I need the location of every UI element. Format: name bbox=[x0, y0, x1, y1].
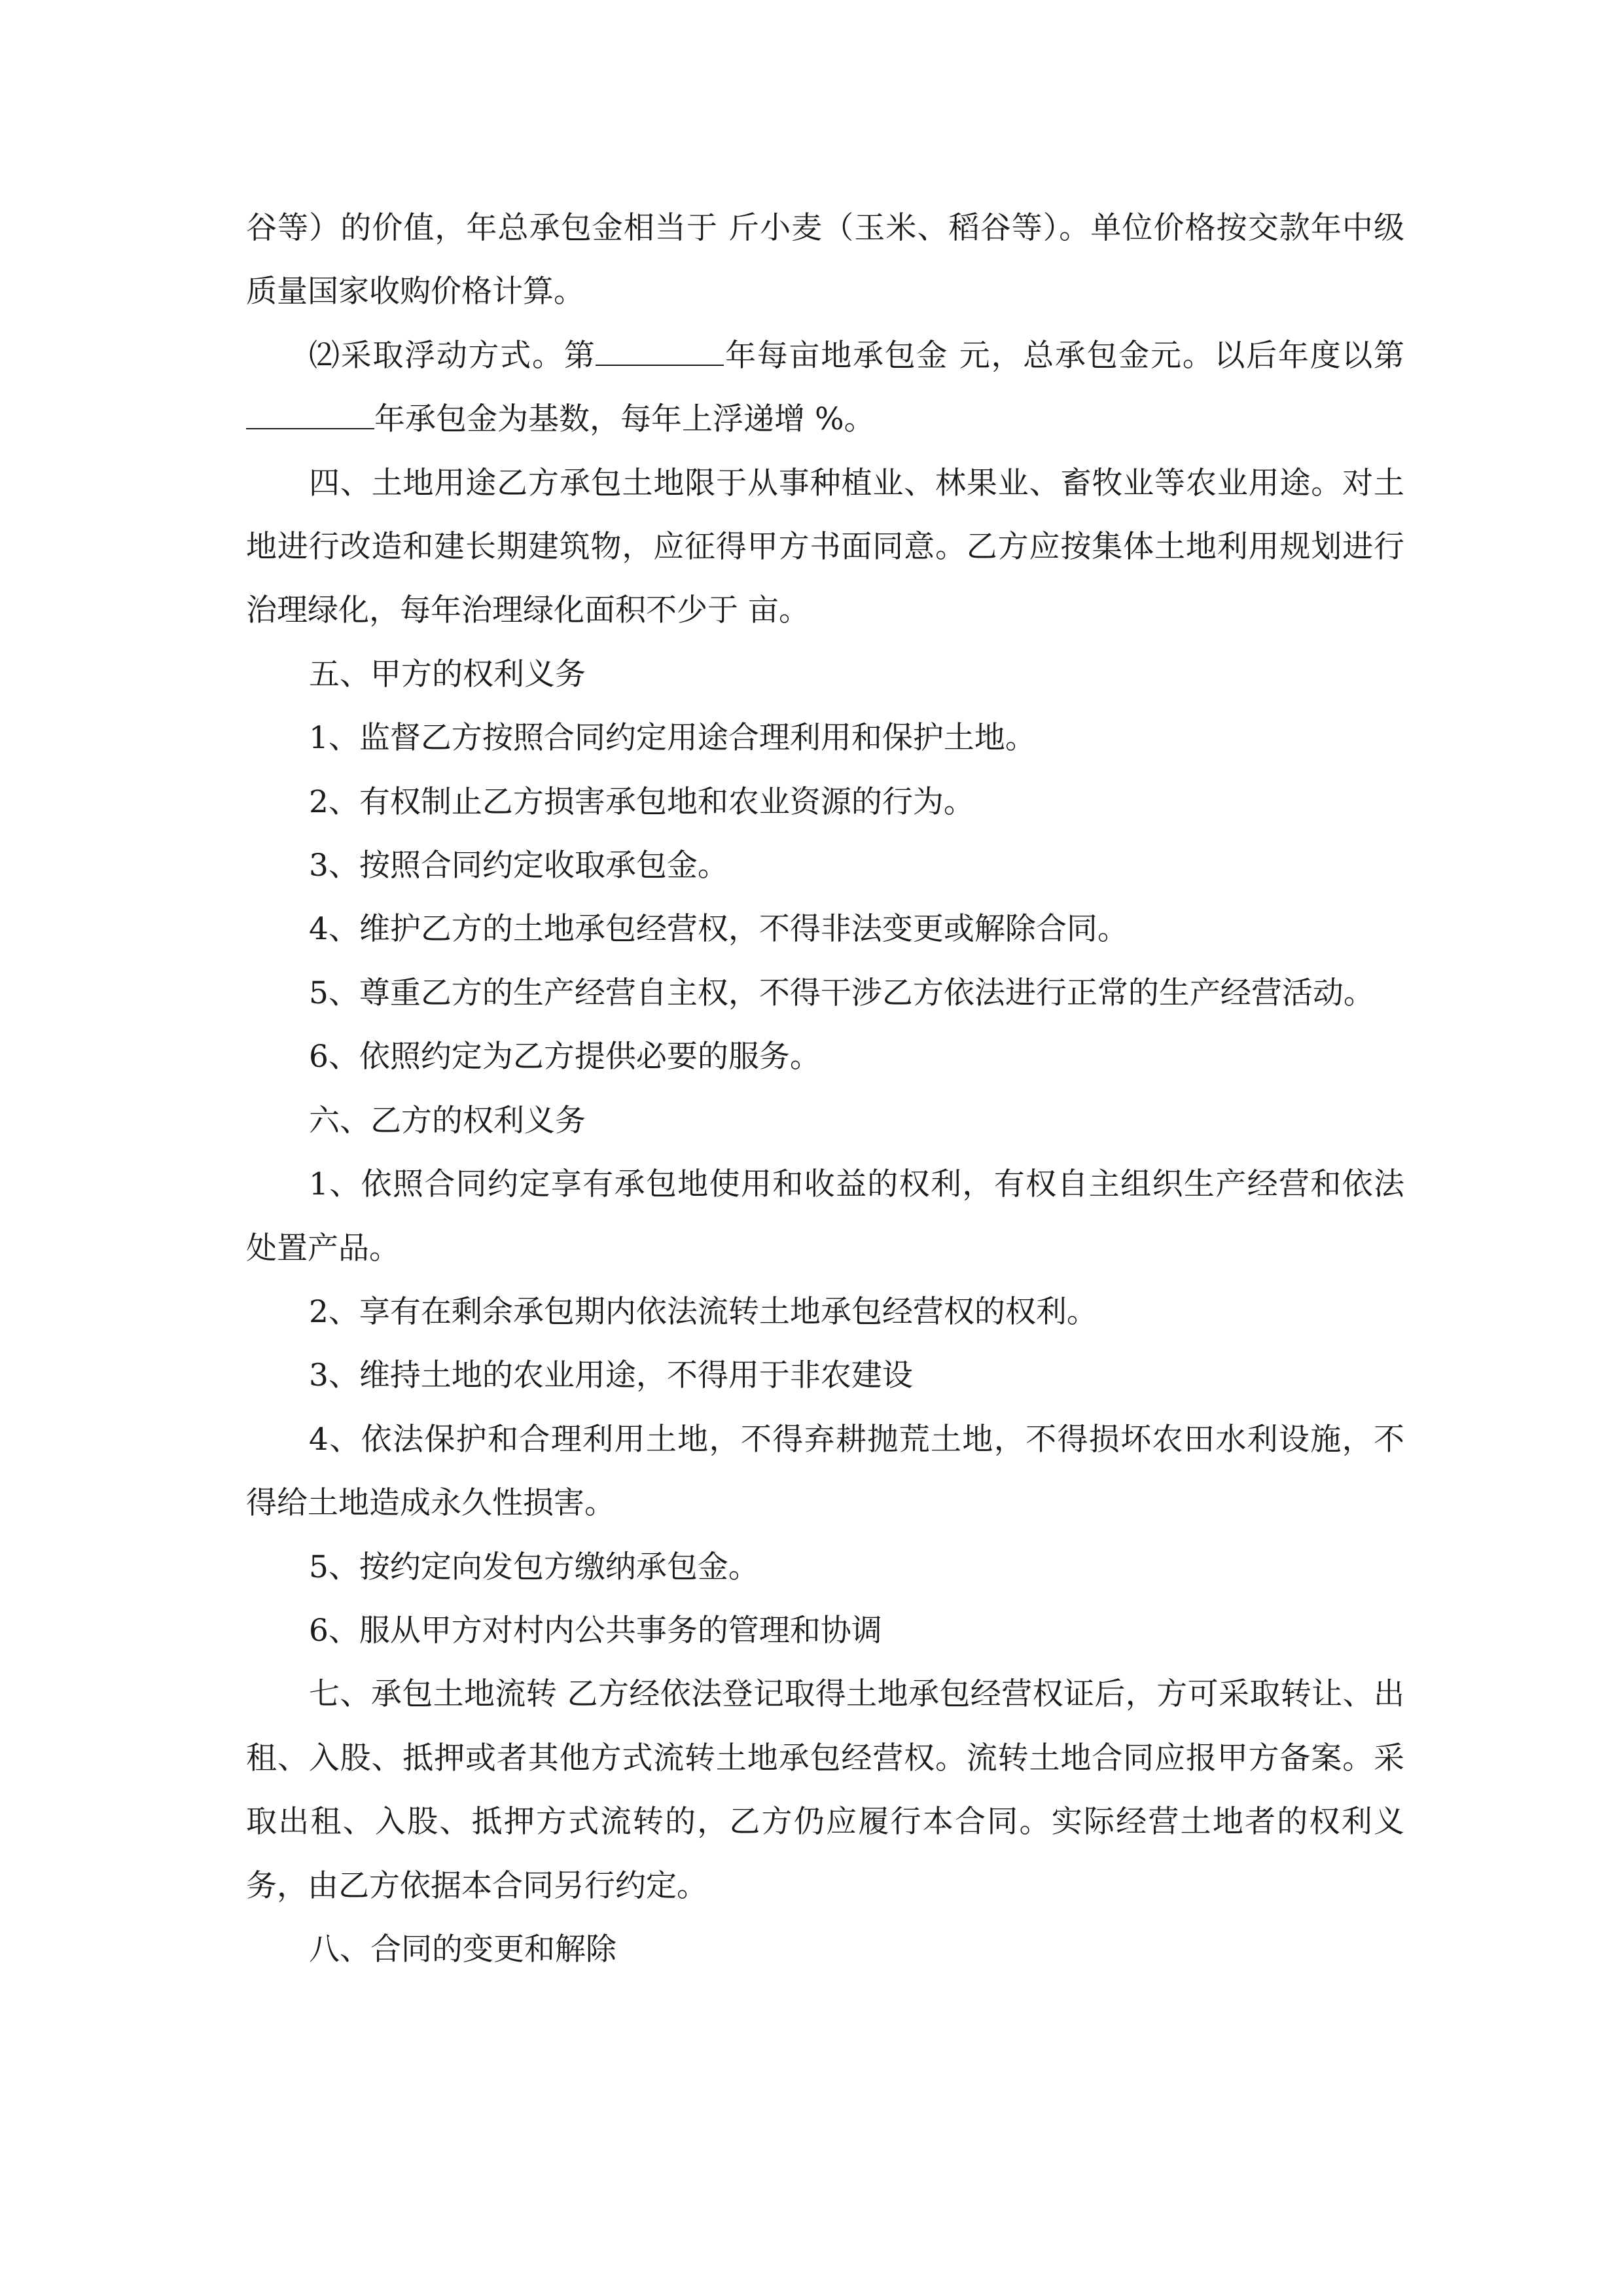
paragraph-floating-payment bbox=[246, 324, 1404, 452]
list-item: 4、维护乙方的土地承包经营权，不得非法变更或解除合同。 bbox=[309, 911, 1128, 948]
list-item: 6、依照约定为乙方提供必要的服务。 bbox=[309, 1039, 821, 1075]
section-heading-party-a: 五、甲方的权利义务 bbox=[309, 656, 586, 692]
list-item: 6、服从甲方对村内公共事务的管理和协调 bbox=[309, 1612, 882, 1649]
list-item: 3、维持土地的农业用途，不得用于非农建设 bbox=[309, 1357, 913, 1394]
section-heading-party-b: 六、乙方的权利义务 bbox=[309, 1102, 586, 1139]
list-item: 5、尊重乙方的生产经营自主权，不得干涉乙方依法进行正常的生产经营活动。 bbox=[309, 975, 1374, 1011]
paragraph-text: 年每亩地承包金 元，总承包金元。以后年度以第 bbox=[724, 337, 1404, 374]
section-heading-transfer: 七、承包土地流转 乙方经依法登记取得土地承包经营权证后，方可采取转让、出租、入股、抵押或者其他方式流转土地承包经营权。流转土地合同应报甲方备案。采取出租、入股、抵押方式流转的，乙方仍应履行本合同。实际经营土地者的权利义务，由乙方依据本合同另行约定。 bbox=[246, 1676, 1404, 1904]
list-item: 2、享有在剩余承包期内依法流转土地承包经营权的权利。 bbox=[309, 1293, 1097, 1330]
list-item: 1、依照合同约定享有承包地使用和收益的权利，有权自主组织生产经营和依法处置产品。 bbox=[246, 1166, 1404, 1266]
section-heading-land-use: 四、土地用途乙方承包土地限于从事种植业、林果业、畜牧业等农业用途。对土地进行改造和建长期建筑物，应征得甲方书面同意。乙方应按集体土地利用规划进行治理绿化，每年治理绿化面积不少于 亩。 bbox=[246, 465, 1404, 629]
paragraph-payment-grain: 谷等）的价值，年总承包金相当于 斤小麦（玉米、稻谷等）。单位价格按交款年中级质量国家收购价格计算。 bbox=[246, 210, 1404, 310]
list-item: 5、按约定向发包方缴纳承包金。 bbox=[309, 1549, 759, 1585]
list-item: 1、监督乙方按照合同约定用途合理利用和保护土地。 bbox=[309, 720, 1036, 757]
list-item: 3、按照合同约定收取承包金。 bbox=[309, 848, 728, 884]
contract-body bbox=[246, 196, 1404, 1981]
blank-year-field bbox=[596, 340, 724, 366]
paragraph-text: 年承包金为基数，每年上浮递增 %。 bbox=[374, 401, 875, 438]
blank-base-year-field bbox=[246, 403, 374, 429]
paragraph-text: ⑵采取浮动方式。第 bbox=[309, 337, 596, 374]
section-heading-amendment: 八、合同的变更和解除 bbox=[309, 1931, 616, 1967]
list-item: 2、有权制止乙方损害承包地和农业资源的行为。 bbox=[309, 783, 974, 820]
list-item: 4、依法保护和合理利用土地，不得弃耕抛荒土地，不得损坏农田水利设施，不得给土地造成永久性损害。 bbox=[246, 1421, 1404, 1522]
